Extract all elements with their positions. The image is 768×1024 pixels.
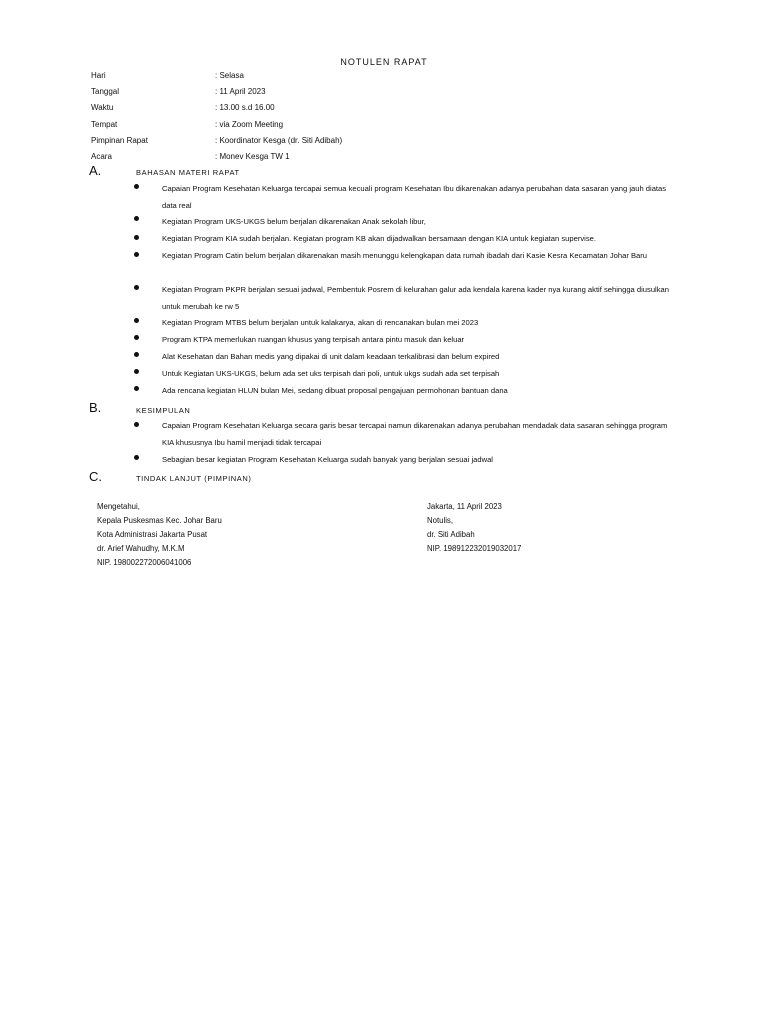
meta-value: : via Zoom Meeting: [215, 120, 284, 129]
section-c-letter: C.: [89, 469, 102, 484]
meta-label: Waktu: [91, 103, 114, 112]
meta-label: Hari: [91, 71, 106, 80]
list-item: Kegiatan Program MTBS belum berjalan untuk kalakarya, akan di rencanakan bulan mei 2023: [162, 318, 479, 327]
list-item: Kegiatan Program KIA sudah berjalan. Kegiatan program KB akan dijadwalkan bersamaan dengan KIA untuk kegiatan supervise.: [162, 234, 596, 243]
bullet-icon: [134, 216, 139, 221]
section-b-letter: B.: [89, 400, 102, 415]
signature-left-line: Kota Administrasi Jakarta Pusat: [97, 530, 208, 539]
list-item: Sebagian besar kegiatan Program Kesehatan Keluarga sudah banyak yang berjalan sesuai jadwal: [162, 455, 493, 464]
section-a-letter: A.: [89, 163, 102, 178]
bullet-icon: [134, 455, 139, 460]
meta-label: Tempat: [91, 120, 118, 129]
meta-value: : 13.00 s.d 16.00: [215, 103, 275, 112]
signature-left-line: NIP. 198002272006041006: [97, 558, 192, 567]
bullet-icon: [134, 386, 139, 391]
meta-label: Acara: [91, 152, 112, 161]
section-c-title: TINDAK LANJUT (PIMPINAN): [136, 474, 252, 483]
list-item: Kegiatan Program UKS-UKGS belum berjalan dikarenakan Anak sekolah libur,: [162, 217, 426, 226]
list-item: Ada rencana kegiatan HLUN bulan Mei, sedang dibuat proposal pengajuan permohonan bantuan dana: [162, 386, 508, 395]
meta-label: Tanggal: [91, 87, 120, 96]
signature-right-line: Notulis,: [427, 516, 453, 525]
meta-value: : Monev Kesga TW 1: [215, 152, 290, 161]
bullet-icon: [134, 318, 139, 323]
bullet-icon: [134, 369, 139, 374]
list-item: Alat Kesehatan dan Bahan medis yang dipakai di unit dalam keadaan terkalibrasi dan belum expired: [162, 352, 500, 361]
list-item: Capaian Program Kesehatan Keluarga tercapai semua kecuali program Kesehatan Ibu dikarenakan adanya perubahan data sasaran yang jauh diatas data real: [162, 184, 667, 210]
list-item: Capaian Program Kesehatan Keluarga secara garis besar tercapai namun dikarenakan adanya perubahan mendadak data sasaran sehingga program KIA khususnya Ibu hamil menjadi tidak tercapai: [162, 421, 668, 447]
meta-value: : Selasa: [215, 71, 244, 80]
list-item: Kegiatan Program PKPR berjalan sesuai jadwal, Pembentuk Posrem di kelurahan galur ada kendala karena kader nya kurang aktif sehingga diusulkan untuk merubah ke rw 5: [162, 285, 669, 311]
meta-value: : 11 April 2023: [215, 87, 266, 96]
bullet-icon: [134, 285, 139, 290]
signature-left-line: Mengetahui,: [97, 502, 140, 511]
document-title: NOTULEN RAPAT: [340, 57, 428, 67]
signature-left-line: dr. Arief Wahudhy, M.K.M: [97, 544, 185, 553]
section-b-title: KESIMPULAN: [136, 406, 191, 415]
signature-left-line: Kepala Puskesmas Kec. Johar Baru: [97, 516, 222, 525]
list-item: Untuk Kegiatan UKS-UKGS, belum ada set uks terpisah dari poli, untuk ukgs sudah ada set terpisah: [162, 369, 500, 378]
bullet-icon: [134, 184, 139, 189]
list-item: Kegiatan Program Catin belum berjalan dikarenakan masih menunggu kelengkapan data rumah ibadah dari Kasie Kesra Kecamatan Johar Baru: [162, 251, 648, 260]
list-item: Program KTPA memerlukan ruangan khusus yang terpisah antara pintu masuk dan keluar: [162, 335, 465, 344]
meta-label: Pimpinan Rapat: [91, 136, 148, 145]
signature-right-line: dr. Siti Adibah: [427, 530, 475, 539]
bullet-icon: [134, 235, 139, 240]
signature-right-line: NIP. 198912232019032017: [427, 544, 522, 553]
bullet-icon: [134, 252, 139, 257]
bullet-icon: [134, 352, 139, 357]
meta-value: : Koordinator Kesga (dr. Siti Adibah): [215, 136, 343, 145]
bullet-icon: [134, 335, 139, 340]
signature-right-line: Jakarta, 11 April 2023: [427, 502, 502, 511]
section-a-title: BAHASAN MATERI RAPAT: [136, 168, 240, 177]
bullet-icon: [134, 422, 139, 427]
